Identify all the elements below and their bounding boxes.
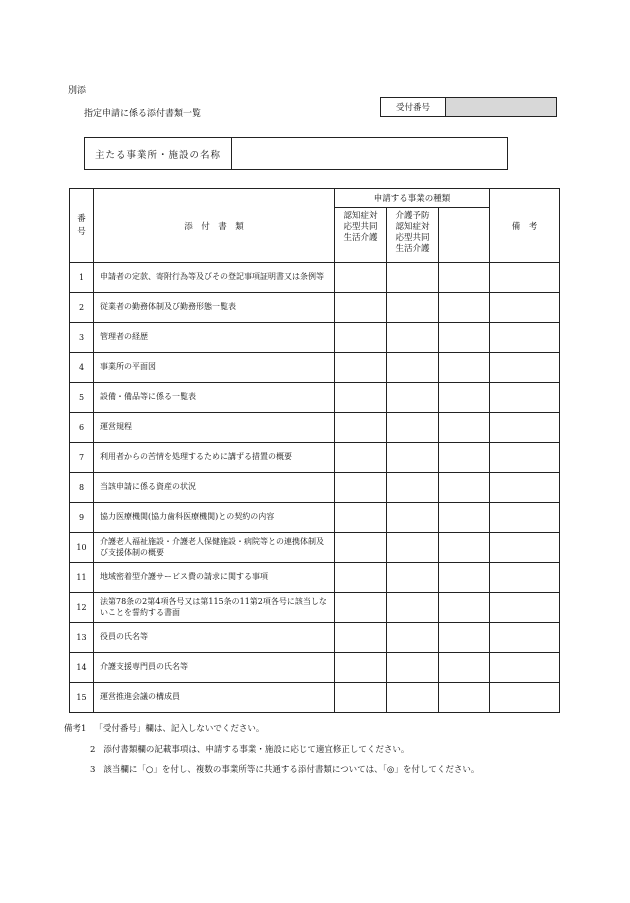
row-document: 事業所の平面図 xyxy=(94,353,335,383)
row-number: 14 xyxy=(70,653,94,683)
remarks-cell[interactable] xyxy=(490,683,560,713)
check-type-1[interactable] xyxy=(335,383,387,413)
header-type-blank xyxy=(439,208,490,263)
header-type-group-home: 認知症対 応型共同 生活介護 xyxy=(335,208,387,263)
check-type-2[interactable] xyxy=(387,383,439,413)
check-type-2[interactable] xyxy=(387,533,439,563)
attachments-table xyxy=(69,188,560,713)
check-type-2[interactable] xyxy=(387,353,439,383)
check-type-3[interactable] xyxy=(439,383,490,413)
remarks-cell[interactable] xyxy=(490,563,560,593)
table-row xyxy=(70,293,560,323)
check-type-3[interactable] xyxy=(439,473,490,503)
check-type-2[interactable] xyxy=(387,413,439,443)
note-1: 備考1 「受付番号」欄は、記入しないでください。 xyxy=(64,724,265,734)
check-type-2[interactable] xyxy=(387,683,439,713)
remarks-cell[interactable] xyxy=(490,593,560,623)
remarks-cell[interactable] xyxy=(490,503,560,533)
row-number: 4 xyxy=(70,353,94,383)
row-number: 2 xyxy=(70,293,94,323)
row-document: 設備・備品等に係る一覧表 xyxy=(94,383,335,413)
table-row xyxy=(70,623,560,653)
row-document: 申請者の定款、寄附行為等及びその登記事項証明書又は条例等 xyxy=(94,263,335,293)
table-row xyxy=(70,323,560,353)
facility-name-label: 主たる事業所・施設の名称 xyxy=(85,138,232,169)
check-type-3[interactable] xyxy=(439,263,490,293)
remarks-cell[interactable] xyxy=(490,263,560,293)
row-document: 地域密着型介護サービス費の請求に関する事項 xyxy=(94,563,335,593)
check-type-1[interactable] xyxy=(335,293,387,323)
remarks-cell[interactable] xyxy=(490,473,560,503)
row-document: 介護支援専門員の氏名等 xyxy=(94,653,335,683)
header-number: 番 号 xyxy=(70,189,94,263)
row-number: 15 xyxy=(70,683,94,713)
receipt-number-field[interactable] xyxy=(446,98,556,116)
check-type-3[interactable] xyxy=(439,653,490,683)
document-title: 指定申請に係る添付書類一覧 xyxy=(84,109,202,119)
check-type-2[interactable] xyxy=(387,503,439,533)
table-row xyxy=(70,383,560,413)
note-2: 2 添付書類欄の記載事項は、申請する事業・施設に応じて適宜修正してください。 xyxy=(90,745,410,755)
row-document: 運営推進会議の構成員 xyxy=(94,683,335,713)
table-row xyxy=(70,593,560,623)
remarks-cell[interactable] xyxy=(490,623,560,653)
check-type-1[interactable] xyxy=(335,443,387,473)
check-type-3[interactable] xyxy=(439,443,490,473)
row-number: 3 xyxy=(70,323,94,353)
row-number: 10 xyxy=(70,533,94,563)
check-type-1[interactable] xyxy=(335,653,387,683)
row-number: 12 xyxy=(70,593,94,623)
header-remarks: 備 考 xyxy=(490,189,560,263)
row-number: 9 xyxy=(70,503,94,533)
check-type-3[interactable] xyxy=(439,623,490,653)
note-3: 3 該当欄に「○」を付し、複数の事業所等に共通する添付書類については、「◎」を付してください。 xyxy=(90,765,480,775)
check-type-2[interactable] xyxy=(387,323,439,353)
header-application-types: 申請する事業の種類 xyxy=(335,189,490,208)
check-type-1[interactable] xyxy=(335,263,387,293)
check-type-3[interactable] xyxy=(439,593,490,623)
check-type-1[interactable] xyxy=(335,353,387,383)
check-type-1[interactable] xyxy=(335,533,387,563)
check-type-3[interactable] xyxy=(439,413,490,443)
table-row xyxy=(70,443,560,473)
check-type-1[interactable] xyxy=(335,683,387,713)
check-type-1[interactable] xyxy=(335,593,387,623)
remarks-cell[interactable] xyxy=(490,443,560,473)
facility-name-box xyxy=(84,137,508,170)
check-type-2[interactable] xyxy=(387,653,439,683)
row-number: 1 xyxy=(70,263,94,293)
facility-name-field[interactable] xyxy=(232,138,507,169)
row-document: 法第78条の2第4項各号又は第115条の11第2項各号に該当しないことを誓約する書面 xyxy=(94,593,335,623)
table-row xyxy=(70,533,560,563)
check-type-1[interactable] xyxy=(335,413,387,443)
remarks-cell[interactable] xyxy=(490,323,560,353)
receipt-number-box xyxy=(380,97,557,117)
table-row xyxy=(70,473,560,503)
table-row xyxy=(70,503,560,533)
check-type-3[interactable] xyxy=(439,563,490,593)
remarks-cell[interactable] xyxy=(490,653,560,683)
check-type-1[interactable] xyxy=(335,623,387,653)
header-type-preventive-group-home: 介護予防 認知症対 応型共同 生活介護 xyxy=(387,208,439,263)
row-document: 管理者の経歴 xyxy=(94,323,335,353)
header-documents: 添 付 書 類 xyxy=(94,189,335,263)
check-type-2[interactable] xyxy=(387,563,439,593)
check-type-1[interactable] xyxy=(335,323,387,353)
row-number: 6 xyxy=(70,413,94,443)
remarks-cell[interactable] xyxy=(490,533,560,563)
row-document: 協力医療機関(協力歯科医療機関)との契約の内容 xyxy=(94,503,335,533)
row-document: 運営規程 xyxy=(94,413,335,443)
row-number: 8 xyxy=(70,473,94,503)
check-type-2[interactable] xyxy=(387,623,439,653)
check-type-3[interactable] xyxy=(439,323,490,353)
check-type-2[interactable] xyxy=(387,473,439,503)
row-number: 5 xyxy=(70,383,94,413)
check-type-3[interactable] xyxy=(439,353,490,383)
check-type-3[interactable] xyxy=(439,683,490,713)
receipt-number-label: 受付番号 xyxy=(381,98,446,116)
check-type-1[interactable] xyxy=(335,503,387,533)
table-row xyxy=(70,683,560,713)
remarks-cell[interactable] xyxy=(490,353,560,383)
row-number: 7 xyxy=(70,443,94,473)
table-row xyxy=(70,413,560,443)
check-type-3[interactable] xyxy=(439,503,490,533)
table-row xyxy=(70,563,560,593)
check-type-2[interactable] xyxy=(387,263,439,293)
check-type-2[interactable] xyxy=(387,593,439,623)
remarks-cell[interactable] xyxy=(490,413,560,443)
remarks-cell[interactable] xyxy=(490,383,560,413)
row-number: 11 xyxy=(70,563,94,593)
table-row xyxy=(70,653,560,683)
row-document: 介護老人福祉施設・介護老人保健施設・病院等との連携体制及び支援体制の概要 xyxy=(94,533,335,563)
check-type-2[interactable] xyxy=(387,293,439,323)
check-type-1[interactable] xyxy=(335,563,387,593)
check-type-1[interactable] xyxy=(335,473,387,503)
row-document: 当該申請に係る資産の状況 xyxy=(94,473,335,503)
table-row xyxy=(70,353,560,383)
row-document: 利用者からの苦情を処理するために講ずる措置の概要 xyxy=(94,443,335,473)
appendix-label: 別添 xyxy=(68,86,87,96)
check-type-2[interactable] xyxy=(387,443,439,473)
remarks-cell[interactable] xyxy=(490,293,560,323)
table-row xyxy=(70,263,560,293)
row-number: 13 xyxy=(70,623,94,653)
check-type-3[interactable] xyxy=(439,533,490,563)
check-type-3[interactable] xyxy=(439,293,490,323)
row-document: 役員の氏名等 xyxy=(94,623,335,653)
row-document: 従業者の勤務体制及び勤務形態一覧表 xyxy=(94,293,335,323)
